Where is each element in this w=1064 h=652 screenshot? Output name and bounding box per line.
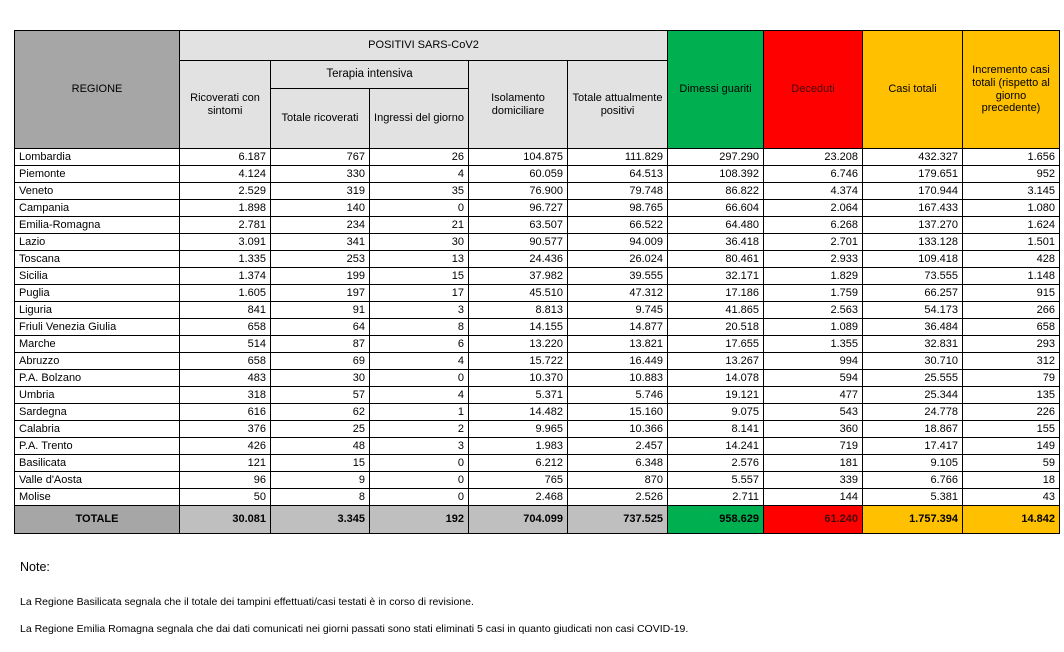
value-cell: 1.501	[963, 234, 1060, 251]
totale-ricoverati-cell: 30.081	[180, 506, 271, 534]
value-cell: 13.821	[568, 336, 668, 353]
value-cell: 253	[271, 251, 370, 268]
totale-terapia-cell: 3.345	[271, 506, 370, 534]
value-cell: 0	[370, 200, 469, 217]
value-cell: 318	[180, 387, 271, 404]
region-name-cell: Molise	[15, 489, 180, 506]
header-ingressi-giorno: Ingressi del giorno	[370, 89, 469, 149]
value-cell: 135	[963, 387, 1060, 404]
table-header	[15, 31, 1060, 149]
value-cell: 1.983	[469, 438, 568, 455]
value-cell: 266	[963, 302, 1060, 319]
value-cell: 32.831	[863, 336, 963, 353]
region-name-cell: Basilicata	[15, 455, 180, 472]
value-cell: 137.270	[863, 217, 963, 234]
totale-label: TOTALE	[15, 506, 180, 534]
value-cell: 2.701	[764, 234, 863, 251]
value-cell: 64.513	[568, 166, 668, 183]
value-cell: 8	[370, 319, 469, 336]
value-cell: 1.089	[764, 319, 863, 336]
value-cell: 199	[271, 268, 370, 285]
value-cell: 226	[963, 404, 1060, 421]
value-cell: 57	[271, 387, 370, 404]
value-cell: 144	[764, 489, 863, 506]
value-cell: 43	[963, 489, 1060, 506]
value-cell: 658	[180, 319, 271, 336]
value-cell: 15.160	[568, 404, 668, 421]
value-cell: 64.480	[668, 217, 764, 234]
value-cell: 39.555	[568, 268, 668, 285]
table-row	[15, 302, 1060, 319]
value-cell: 9.075	[668, 404, 764, 421]
value-cell: 10.370	[469, 370, 568, 387]
value-cell: 767	[271, 149, 370, 166]
value-cell: 14.877	[568, 319, 668, 336]
table-row	[15, 183, 1060, 200]
value-cell: 2.064	[764, 200, 863, 217]
value-cell: 66.604	[668, 200, 764, 217]
value-cell: 25.344	[863, 387, 963, 404]
value-cell: 915	[963, 285, 1060, 302]
table-row	[15, 387, 1060, 404]
header-totale-ricoverati: Totale ricoverati	[271, 89, 370, 149]
value-cell: 17.186	[668, 285, 764, 302]
value-cell: 3	[370, 438, 469, 455]
value-cell: 36.484	[863, 319, 963, 336]
value-cell: 658	[180, 353, 271, 370]
value-cell: 5.557	[668, 472, 764, 489]
region-name-cell: Toscana	[15, 251, 180, 268]
value-cell: 4	[370, 353, 469, 370]
value-cell: 1.898	[180, 200, 271, 217]
header-regione: REGIONE	[15, 31, 180, 149]
value-cell: 15	[370, 268, 469, 285]
value-cell: 96.727	[469, 200, 568, 217]
value-cell: 86.822	[668, 183, 764, 200]
value-cell: 4	[370, 387, 469, 404]
value-cell: 20.518	[668, 319, 764, 336]
region-name-cell: Piemonte	[15, 166, 180, 183]
value-cell: 155	[963, 421, 1060, 438]
value-cell: 6.746	[764, 166, 863, 183]
value-cell: 765	[469, 472, 568, 489]
table-row	[15, 217, 1060, 234]
note-basilicata: La Regione Basilicata segnala che il totale dei tampini effettuati/casi testati è in corso di revisione.	[20, 596, 474, 608]
value-cell: 47.312	[568, 285, 668, 302]
value-cell: 9.965	[469, 421, 568, 438]
value-cell: 66.522	[568, 217, 668, 234]
value-cell: 5.371	[469, 387, 568, 404]
value-cell: 14.482	[469, 404, 568, 421]
value-cell: 13	[370, 251, 469, 268]
value-cell: 2.526	[568, 489, 668, 506]
table-row	[15, 200, 1060, 217]
value-cell: 870	[568, 472, 668, 489]
value-cell: 36.418	[668, 234, 764, 251]
value-cell: 48	[271, 438, 370, 455]
value-cell: 15	[271, 455, 370, 472]
value-cell: 234	[271, 217, 370, 234]
table-row	[15, 472, 1060, 489]
value-cell: 10.366	[568, 421, 668, 438]
value-cell: 297.290	[668, 149, 764, 166]
value-cell: 8.813	[469, 302, 568, 319]
totale-dimessi-cell: 958.629	[668, 506, 764, 534]
table-row	[15, 234, 1060, 251]
value-cell: 616	[180, 404, 271, 421]
header-incremento: Incremento casi totali (rispetto al giorno precedente)	[963, 31, 1060, 149]
value-cell: 5.746	[568, 387, 668, 404]
value-cell: 80.461	[668, 251, 764, 268]
region-name-cell: Emilia-Romagna	[15, 217, 180, 234]
table-row	[15, 319, 1060, 336]
region-name-cell: Umbria	[15, 387, 180, 404]
value-cell: 30	[271, 370, 370, 387]
header-deceduti: Deceduti	[764, 31, 863, 149]
value-cell: 5.381	[863, 489, 963, 506]
region-name-cell: Sardegna	[15, 404, 180, 421]
value-cell: 109.418	[863, 251, 963, 268]
value-cell: 35	[370, 183, 469, 200]
value-cell: 994	[764, 353, 863, 370]
value-cell: 73.555	[863, 268, 963, 285]
value-cell: 6.187	[180, 149, 271, 166]
value-cell: 339	[764, 472, 863, 489]
value-cell: 170.944	[863, 183, 963, 200]
table-row	[15, 438, 1060, 455]
value-cell: 98.765	[568, 200, 668, 217]
covid-regions-table	[14, 30, 1060, 534]
value-cell: 24.778	[863, 404, 963, 421]
value-cell: 376	[180, 421, 271, 438]
totale-isolamento-cell: 704.099	[469, 506, 568, 534]
notes-heading: Note:	[20, 560, 50, 574]
value-cell: 24.436	[469, 251, 568, 268]
table-body	[15, 149, 1060, 506]
value-cell: 2.457	[568, 438, 668, 455]
value-cell: 30	[370, 234, 469, 251]
value-cell: 18	[963, 472, 1060, 489]
value-cell: 9.105	[863, 455, 963, 472]
value-cell: 60.059	[469, 166, 568, 183]
totale-deceduti-cell: 61.240	[764, 506, 863, 534]
value-cell: 94.009	[568, 234, 668, 251]
value-cell: 9.745	[568, 302, 668, 319]
table-row	[15, 251, 1060, 268]
value-cell: 1.656	[963, 149, 1060, 166]
header-positivi-group: POSITIVI SARS-CoV2	[180, 31, 668, 61]
value-cell: 4.374	[764, 183, 863, 200]
value-cell: 1.148	[963, 268, 1060, 285]
value-cell: 64	[271, 319, 370, 336]
region-name-cell: Liguria	[15, 302, 180, 319]
table-row	[15, 268, 1060, 285]
note-emilia-romagna: La Regione Emilia Romagna segnala che dai dati comunicati nei giorni passati sono stati eliminati 5 casi in quanto giudicati non casi COVID-19.	[20, 623, 689, 635]
value-cell: 319	[271, 183, 370, 200]
value-cell: 179.651	[863, 166, 963, 183]
value-cell: 0	[370, 455, 469, 472]
region-name-cell: Puglia	[15, 285, 180, 302]
value-cell: 45.510	[469, 285, 568, 302]
value-cell: 63.507	[469, 217, 568, 234]
region-name-cell: Abruzzo	[15, 353, 180, 370]
region-name-cell: Marche	[15, 336, 180, 353]
value-cell: 483	[180, 370, 271, 387]
value-cell: 62	[271, 404, 370, 421]
value-cell: 594	[764, 370, 863, 387]
value-cell: 197	[271, 285, 370, 302]
value-cell: 426	[180, 438, 271, 455]
value-cell: 149	[963, 438, 1060, 455]
value-cell: 18.867	[863, 421, 963, 438]
value-cell: 293	[963, 336, 1060, 353]
value-cell: 2.576	[668, 455, 764, 472]
value-cell: 1.759	[764, 285, 863, 302]
value-cell: 0	[370, 370, 469, 387]
value-cell: 9	[271, 472, 370, 489]
value-cell: 341	[271, 234, 370, 251]
value-cell: 2.933	[764, 251, 863, 268]
value-cell: 25	[271, 421, 370, 438]
value-cell: 1.829	[764, 268, 863, 285]
value-cell: 2.781	[180, 217, 271, 234]
value-cell: 16.449	[568, 353, 668, 370]
value-cell: 477	[764, 387, 863, 404]
value-cell: 3.091	[180, 234, 271, 251]
region-name-cell: Lazio	[15, 234, 180, 251]
value-cell: 59	[963, 455, 1060, 472]
value-cell: 14.241	[668, 438, 764, 455]
table-row	[15, 336, 1060, 353]
value-cell: 140	[271, 200, 370, 217]
value-cell: 79	[963, 370, 1060, 387]
value-cell: 658	[963, 319, 1060, 336]
value-cell: 25.555	[863, 370, 963, 387]
table-row	[15, 421, 1060, 438]
value-cell: 133.128	[863, 234, 963, 251]
value-cell: 1.355	[764, 336, 863, 353]
region-name-cell: Lombardia	[15, 149, 180, 166]
value-cell: 37.982	[469, 268, 568, 285]
value-cell: 8	[271, 489, 370, 506]
totale-row	[15, 506, 1060, 534]
value-cell: 17	[370, 285, 469, 302]
table-row	[15, 455, 1060, 472]
value-cell: 514	[180, 336, 271, 353]
value-cell: 2.711	[668, 489, 764, 506]
value-cell: 1.335	[180, 251, 271, 268]
value-cell: 41.865	[668, 302, 764, 319]
totale-ingressi-cell: 192	[370, 506, 469, 534]
value-cell: 91	[271, 302, 370, 319]
region-name-cell: Veneto	[15, 183, 180, 200]
value-cell: 26.024	[568, 251, 668, 268]
value-cell: 0	[370, 472, 469, 489]
value-cell: 66.257	[863, 285, 963, 302]
value-cell: 32.171	[668, 268, 764, 285]
value-cell: 1.080	[963, 200, 1060, 217]
value-cell: 543	[764, 404, 863, 421]
value-cell: 96	[180, 472, 271, 489]
value-cell: 330	[271, 166, 370, 183]
value-cell: 104.875	[469, 149, 568, 166]
value-cell: 8.141	[668, 421, 764, 438]
value-cell: 21	[370, 217, 469, 234]
value-cell: 1.605	[180, 285, 271, 302]
table-row	[15, 285, 1060, 302]
header-terapia-intensiva: Terapia intensiva	[271, 61, 469, 89]
value-cell: 79.748	[568, 183, 668, 200]
value-cell: 6.212	[469, 455, 568, 472]
table-row	[15, 353, 1060, 370]
value-cell: 4.124	[180, 166, 271, 183]
value-cell: 181	[764, 455, 863, 472]
value-cell: 87	[271, 336, 370, 353]
value-cell: 23.208	[764, 149, 863, 166]
value-cell: 6.348	[568, 455, 668, 472]
value-cell: 121	[180, 455, 271, 472]
value-cell: 13.220	[469, 336, 568, 353]
region-name-cell: Sicilia	[15, 268, 180, 285]
value-cell: 2.468	[469, 489, 568, 506]
region-name-cell: Friuli Venezia Giulia	[15, 319, 180, 336]
value-cell: 30.710	[863, 353, 963, 370]
table-row	[15, 404, 1060, 421]
value-cell: 952	[963, 166, 1060, 183]
value-cell: 432.327	[863, 149, 963, 166]
table-row	[15, 166, 1060, 183]
value-cell: 17.655	[668, 336, 764, 353]
region-name-cell: P.A. Trento	[15, 438, 180, 455]
value-cell: 13.267	[668, 353, 764, 370]
value-cell: 69	[271, 353, 370, 370]
value-cell: 167.433	[863, 200, 963, 217]
region-name-cell: Calabria	[15, 421, 180, 438]
value-cell: 0	[370, 489, 469, 506]
value-cell: 6.766	[863, 472, 963, 489]
value-cell: 428	[963, 251, 1060, 268]
value-cell: 15.722	[469, 353, 568, 370]
region-name-cell: Campania	[15, 200, 180, 217]
value-cell: 26	[370, 149, 469, 166]
value-cell: 14.155	[469, 319, 568, 336]
value-cell: 111.829	[568, 149, 668, 166]
value-cell: 17.417	[863, 438, 963, 455]
region-name-cell: Valle d'Aosta	[15, 472, 180, 489]
value-cell: 2.563	[764, 302, 863, 319]
value-cell: 1.374	[180, 268, 271, 285]
value-cell: 6	[370, 336, 469, 353]
header-isolamento: Isolamento domiciliare	[469, 61, 568, 149]
value-cell: 312	[963, 353, 1060, 370]
value-cell: 19.121	[668, 387, 764, 404]
value-cell: 3	[370, 302, 469, 319]
value-cell: 108.392	[668, 166, 764, 183]
value-cell: 3.145	[963, 183, 1060, 200]
value-cell: 2	[370, 421, 469, 438]
header-ricoverati-sintomi: Ricoverati con sintomi	[180, 61, 271, 149]
value-cell: 841	[180, 302, 271, 319]
value-cell: 76.900	[469, 183, 568, 200]
value-cell: 1.624	[963, 217, 1060, 234]
header-dimessi-guariti: Dimessi guariti	[668, 31, 764, 149]
value-cell: 1	[370, 404, 469, 421]
region-name-cell: P.A. Bolzano	[15, 370, 180, 387]
value-cell: 50	[180, 489, 271, 506]
value-cell: 90.577	[469, 234, 568, 251]
value-cell: 6.268	[764, 217, 863, 234]
header-totale-positivi: Totale attualmente positivi	[568, 61, 668, 149]
totale-incremento-cell: 14.842	[963, 506, 1060, 534]
totale-attualmente-positivi-cell: 737.525	[568, 506, 668, 534]
value-cell: 719	[764, 438, 863, 455]
value-cell: 4	[370, 166, 469, 183]
table-row	[15, 489, 1060, 506]
table-row	[15, 370, 1060, 387]
totale-casi-totali-cell: 1.757.394	[863, 506, 963, 534]
table-row	[15, 149, 1060, 166]
value-cell: 14.078	[668, 370, 764, 387]
header-casi-totali: Casi totali	[863, 31, 963, 149]
notes-section	[20, 560, 1040, 650]
value-cell: 360	[764, 421, 863, 438]
value-cell: 2.529	[180, 183, 271, 200]
value-cell: 10.883	[568, 370, 668, 387]
value-cell: 54.173	[863, 302, 963, 319]
